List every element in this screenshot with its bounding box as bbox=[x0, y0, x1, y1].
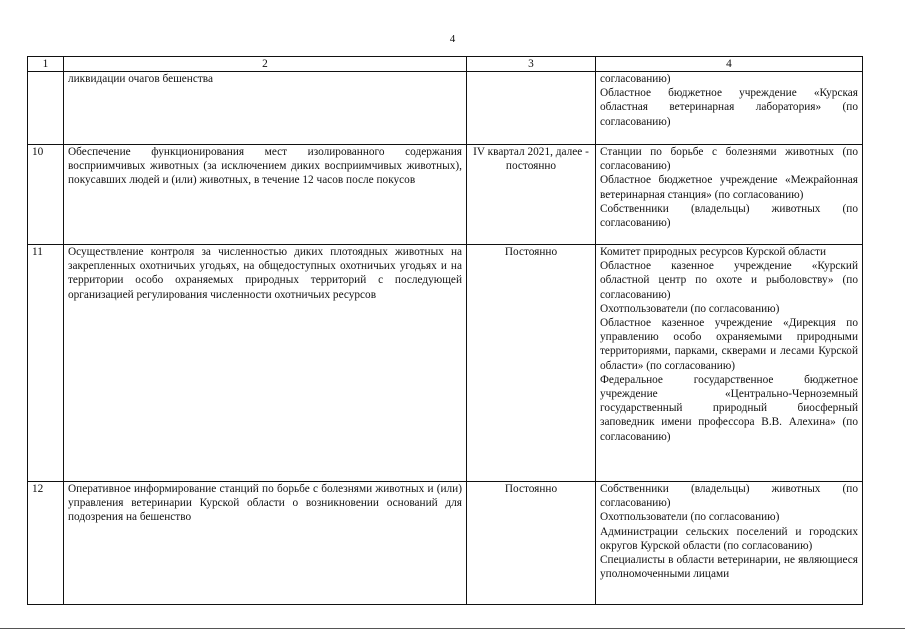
row-number: 11 bbox=[28, 245, 64, 482]
executor-item: Областное бюджетное учреждение «Межрайонная ветеринарная станция» (по согласованию) bbox=[600, 174, 858, 201]
executors-cell bbox=[596, 72, 863, 145]
row-number bbox=[28, 72, 64, 145]
executors-cell bbox=[596, 145, 863, 245]
row-number: 12 bbox=[28, 482, 64, 605]
term-cell: Постоянно bbox=[467, 245, 596, 482]
column-header-measure: 2 bbox=[64, 57, 467, 72]
measure-cell: Обеспечение функционирования мест изолированного содержания восприимчивых животных (за исключением диких восприимчивых животных), покусавших людей и (или) животных, в течение 12 часов после покусов bbox=[64, 145, 467, 245]
term-cell: Постоянно bbox=[467, 482, 596, 605]
executor-item: Специалисты в области ветеринарии, не являющиеся уполномоченными лицами bbox=[600, 554, 858, 581]
executors-cell bbox=[596, 482, 863, 605]
executor-item: Собственники (владельцы) животных (по согласованию) bbox=[600, 483, 858, 510]
executor-item: Охотпользователи (по согласованию) bbox=[600, 302, 780, 315]
measure-cell: Оперативное информирование станций по борьбе с болезнями животных и (или) управления ветеринарии Курской области о возникновении оснований для подозрения на бешенство bbox=[64, 482, 467, 605]
term-cell bbox=[467, 72, 596, 145]
term-cell: IV квартал 2021, далее - постоянно bbox=[467, 145, 596, 245]
table-row bbox=[28, 482, 863, 605]
executor-item: Охотпользователи (по согласованию) bbox=[600, 511, 780, 524]
executor-item: Собственники (владельцы) животных (по согласованию) bbox=[600, 202, 858, 230]
executor-item: Комитет природных ресурсов Курской области bbox=[600, 246, 826, 258]
table-row bbox=[28, 72, 863, 145]
executor-item: Областное бюджетное учреждение «Курская областная ветеринарная лаборатория» (по согласованию) bbox=[600, 87, 858, 128]
page-bottom-edge bbox=[0, 628, 905, 629]
column-header-executors: 4 bbox=[596, 57, 863, 72]
executor-item: Областное казенное учреждение «Курский областной центр по охоте и рыболовству» (по согласованию) bbox=[600, 260, 858, 301]
executor-item: согласованию) bbox=[600, 73, 671, 85]
column-header-number: 1 bbox=[28, 57, 64, 72]
executor-item: Федеральное государственное бюджетное учреждение «Центрально-Черноземный государственный природный биосферный заповедник имени профессора В.В. Алехина» (по согласованию) bbox=[600, 373, 858, 443]
measures-table bbox=[27, 56, 863, 605]
executor-item: Администрации сельских поселений и городских округов Курской области (по согласованию) bbox=[600, 525, 858, 552]
measure-cell: ликвидации очагов бешенства bbox=[64, 72, 467, 145]
column-header-term: 3 bbox=[467, 57, 596, 72]
measure-cell: Осуществление контроля за численностью диких плотоядных животных на закрепленных охотничьих угодьях, на общедоступных охотничьих угодьях и на территории особо охраняемых природных территорий с последующей организацией регулирования численности охотничьих ресурсов bbox=[64, 245, 467, 482]
executor-item: Областное казенное учреждение «Дирекция по управлению особо охраняемыми природными территориями, парками, скверами и лесами Курской области» (по согласованию) bbox=[600, 317, 858, 372]
row-number: 10 bbox=[28, 145, 64, 245]
page-number: 4 bbox=[449, 33, 456, 45]
table-row bbox=[28, 145, 863, 245]
executors-cell bbox=[596, 245, 863, 482]
table-header-row bbox=[28, 57, 863, 72]
executor-item: Станции по борьбе с болезнями животных (по согласованию) bbox=[600, 146, 858, 173]
table-row bbox=[28, 245, 863, 482]
